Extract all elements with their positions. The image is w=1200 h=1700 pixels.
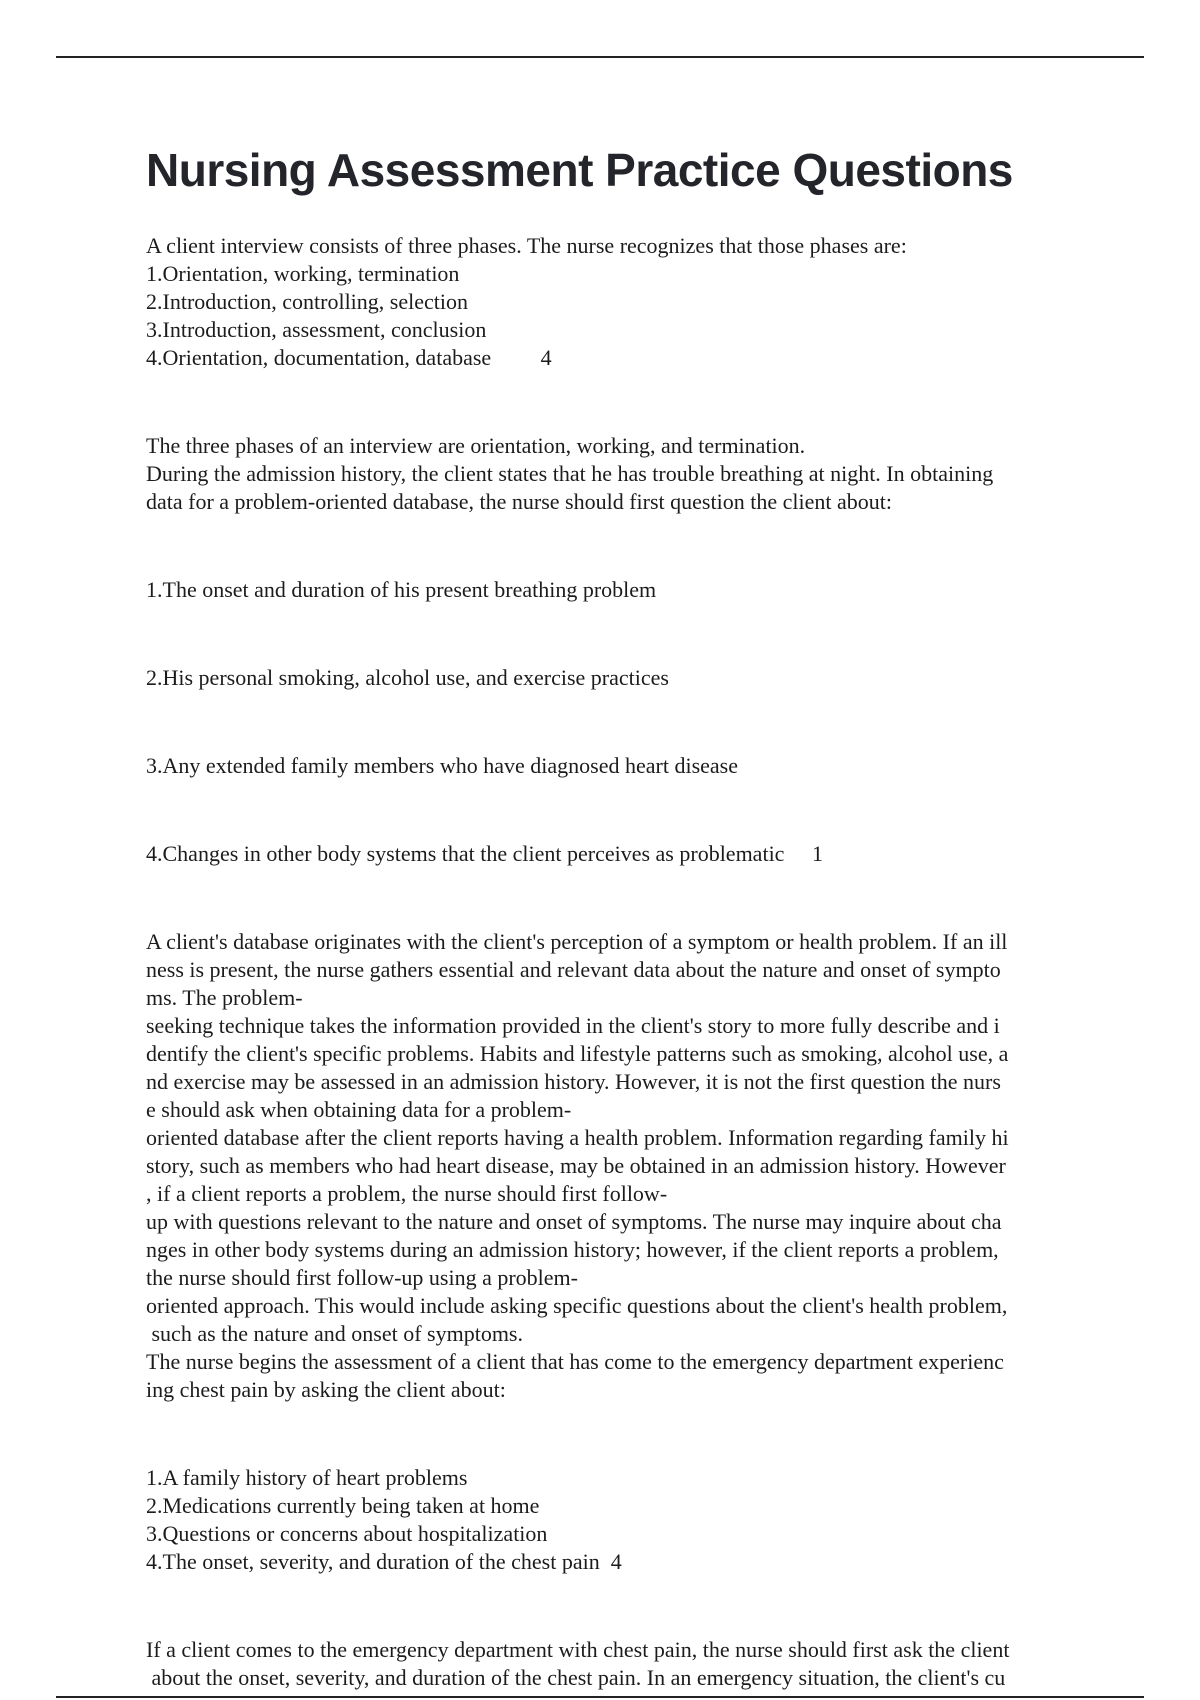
text-line: the nurse should first follow-up using a problem-: [146, 1265, 578, 1290]
text-line: A client interview consists of three phases. The nurse recognizes that those phases are:: [146, 233, 907, 258]
paragraph-gap: [146, 620, 1096, 648]
paragraph-gap: [146, 1592, 1096, 1620]
text-line: dentify the client's specific problems. Habits and lifestyle patterns such as smoking, alcohol use, a: [146, 1041, 1009, 1066]
text-line: up with questions relevant to the nature and onset of symptoms. The nurse may inquire about cha: [146, 1209, 1002, 1234]
text-line: 3.Introduction, assessment, conclusion: [146, 317, 487, 342]
page-title: Nursing Assessment Practice Questions: [146, 144, 1013, 196]
document-body: [146, 140, 1096, 1692]
paragraph-gap: [146, 708, 1096, 736]
text-line: ness is present, the nurse gathers essential and relevant data about the nature and onset of sympto: [146, 957, 1001, 982]
text-line: 4.Changes in other body systems that the client perceives as problematic 1: [146, 841, 823, 866]
text-line: 4.The onset, severity, and duration of the chest pain 4: [146, 1549, 622, 1574]
document-text: [146, 232, 1096, 1692]
text-line: 1.The onset and duration of his present breathing problem: [146, 577, 657, 602]
text-line: e should ask when obtaining data for a problem-: [146, 1097, 572, 1122]
text-line: nges in other body systems during an admission history; however, if the client reports a problem,: [146, 1237, 999, 1262]
paragraph-gap: [146, 532, 1096, 560]
text-line: If a client comes to the emergency department with chest pain, the nurse should first ask the client: [146, 1637, 1010, 1662]
text-line: 2.His personal smoking, alcohol use, and exercise practices: [146, 665, 669, 690]
text-line: 2.Medications currently being taken at home: [146, 1493, 540, 1518]
bottom-rule: [56, 1696, 1144, 1698]
text-line: story, such as members who had heart disease, may be obtained in an admission history. However: [146, 1153, 1006, 1178]
text-line: 3.Any extended family members who have diagnosed heart disease: [146, 753, 738, 778]
text-line: nd exercise may be assessed in an admission history. However, it is not the first question the nurs: [146, 1069, 1001, 1094]
text-line: oriented approach. This would include asking specific questions about the client's health problem,: [146, 1293, 1008, 1318]
text-line: 1.Orientation, working, termination: [146, 261, 460, 286]
paragraph-gap: [146, 796, 1096, 824]
text-line: oriented database after the client reports having a health problem. Information regarding family hi: [146, 1125, 1009, 1150]
text-line: The three phases of an interview are orientation, working, and termination.: [146, 433, 806, 458]
text-line: 3.Questions or concerns about hospitalization: [146, 1521, 548, 1546]
text-line: 2.Introduction, controlling, selection: [146, 289, 468, 314]
paragraph-gap: [146, 1420, 1096, 1448]
text-line: , if a client reports a problem, the nurse should first follow-: [146, 1181, 668, 1206]
text-line: such as the nature and onset of symptoms.: [146, 1321, 523, 1346]
text-line: The nurse begins the assessment of a client that has come to the emergency department experienc: [146, 1349, 1004, 1374]
text-line: data for a problem-oriented database, the nurse should first question the client about:: [146, 489, 892, 514]
text-line: ms. The problem-: [146, 985, 303, 1010]
paragraph-gap: [146, 388, 1096, 416]
text-line: about the onset, severity, and duration of the chest pain. In an emergency situation, the client's cu: [146, 1665, 1006, 1690]
text-line: During the admission history, the client states that he has trouble breathing at night. In obtaining: [146, 461, 994, 486]
text-line: A client's database originates with the client's perception of a symptom or health problem. If an ill: [146, 929, 1008, 954]
text-line: 1.A family history of heart problems: [146, 1465, 468, 1490]
text-line: ing chest pain by asking the client about:: [146, 1377, 506, 1402]
text-line: 4.Orientation, documentation, database 4: [146, 345, 552, 370]
top-rule: [56, 56, 1144, 58]
paragraph-gap: [146, 884, 1096, 912]
text-line: seeking technique takes the information provided in the client's story to more fully describe and i: [146, 1013, 1000, 1038]
